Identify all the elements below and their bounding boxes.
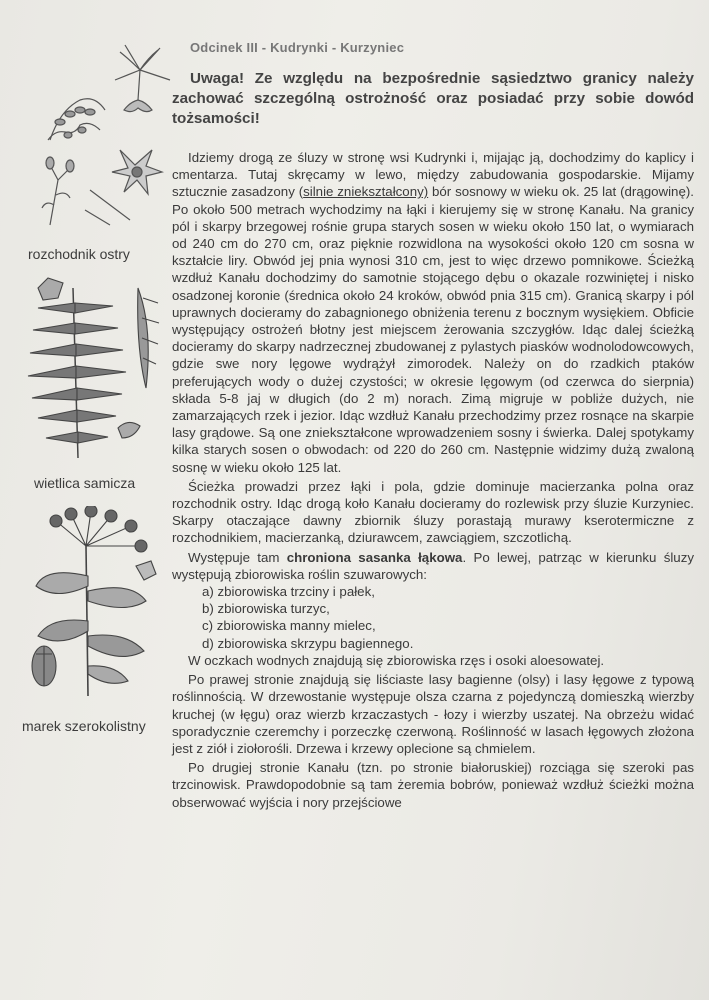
caption-rozchodnik-ostry: rozchodnik ostry <box>28 246 130 262</box>
caption-wietlica-samicza: wietlica samicza <box>34 475 136 491</box>
list-item: d) zbiorowiska skrzypu bagiennego. <box>202 635 414 651</box>
paragraph-meadows: Ścieżka prowadzi przez łąki i pola, gdzie dominuje macierzanka polna oraz rozchodnik ostry. Idąc drogą koło Kanału docieramy do rozlewisk przy śluzie Kurzyniec. Skarpy otaczające dawny zbiornik śluzy porastają murawy kserotermiczne z rozchodnikiem, macierzanką, dziurawcem, zawciągiem, szczotlichą. <box>172 478 694 546</box>
paragraph-1-part-a: Idziemy drogą ze śluzy w stronę wsi Kudrynki i, mijając ją, dochodzimy do kaplicy i cmentarza. Tutaj skręcamy w lewo, między zabudowania gospodarskie. Mijamy sztucznie zasadzony ( <box>172 150 694 200</box>
warning-notice <box>172 69 694 129</box>
caption-marek-szerokolistny: marek szerokolistny <box>22 718 146 734</box>
rozchodnik-ostry-illustration <box>20 40 180 230</box>
paragraph-ponds: W oczkach wodnych znajdują się zbiorowiska rzęs i osoki aloesowatej. <box>188 652 605 668</box>
paragraph-belarus-side: Po drugiej stronie Kanału (tzn. po stronie białoruskiej) rozciąga się szeroki pas trzcinowisk. Prawdopodobnie są tam żeremia bobrów, ponieważ wzdłuż ścieżki można obserwować wyjścia i nory przejściowe <box>172 760 694 810</box>
list-item: c) zbiorowiska manny mielec, <box>202 618 376 634</box>
paragraph-1-part-b: bór sosnowy w wieku ok. 25 lat (drągowinę). Po około 500 metrach wychodzimy na łąki i kierujemy się w stronę Kanału. Na granicy pól i skarpy brzegowej rośnie grupa starych sosen w wieku około 150 lat, o wymiarach od 240 cm do 270 cm, oraz pięknie rozwidlona na wysokości około 120 cm sosna w kształcie liry. Obwód jej pnia wynosi 310 cm, jest to więc drzewo pomnikowe. Ścieżką wzdłuż Kanału dochodzimy do samotnie stojącego dębu o okazale rozwiniętej i nisko osadzonej koronie (średnica około 24 kroków, obwód pnia 315 cm). Granicą skarpy i pól uprawnych docieramy do zabagnionego obniżenia terenu z bocznym wysiękiem. Obficie występujący ostrożeń błotny jest miejscem żerowania szczygłów. Idąc dalej ścieżką docieramy do skarpy nadrzecznej zbudowanej z pylastych piasków wodnolodowcowych, gdzie swe nory lęgowe wydrążył zimorodek. Należy on do rzadkich ptaków preferujących wody o dużej czystości; w okresie lęgowym (od czerwca do sierpnia) składa 5-8 jaj w długich (do 2 m) norach. Zimą migruje w pobliże dużych, nie zamarzających rzek i jezior. Idąc wzdłuż Kanału przechodzimy przez rosnące na skarpie lasy grądowe. Są one zniekształcone wprowadzeniem sosny i świerka. Dalej spotykamy kilka starych sosen o obwodach: od 220 do 260 cm. Następnie widzimy dużą zwaloną sosnę w wieku około 125 lat. <box>172 184 694 475</box>
paragraph-forests: Po prawej stronie znajdują się liściaste lasy bagienne (olsy) i lasy łęgowe z typową roślinnością. W drzewostanie występuje olsza czarna z pojedynczą domieszką wierzby kruchej (w łęgu) oraz wierzb krzaczastych - łozy i wierzby uszatej. Na obrzeżu widać sporadycznie czeremchy i porzeczkę czerwoną. Roślinność w lasach łęgowych złożona jest z ziół i ziołorośli. Drzewa i krzewy oplecione są chmielem. <box>172 672 694 756</box>
reed-communities-list <box>172 583 694 652</box>
paragraph-3-part-a: Występuje tam <box>188 549 287 565</box>
list-item: b) zbiorowiska turzyc, <box>202 601 330 617</box>
paragraph-protected-species <box>172 549 694 583</box>
section-title: Odcinek III - Kudrynki - Kurzyniec <box>190 40 405 55</box>
plant-illustrations-column <box>0 0 180 1000</box>
paragraph-route-description <box>172 149 694 476</box>
paragraph-3-bold: chroniona sasanka łąkowa <box>286 549 463 565</box>
main-text-column <box>172 40 694 811</box>
paragraph-3-part-c: . Po lewej, patrząc w kierunku śluzy występują zbiorowiska roślin szuwarowych: <box>172 549 694 582</box>
wietlica-samicza-illustration <box>18 268 178 468</box>
paragraph-1-underlined: silnie zniekształcony) <box>303 184 429 200</box>
list-item: a) zbiorowiska trzciny i pałek, <box>202 584 375 600</box>
marek-szerokolistny-illustration <box>16 506 178 706</box>
warning-text: Uwaga! Ze względu na bezpośrednie sąsiedztwo granicy należy zachować szczególną ostrożność oraz posiadać przy sobie dowód tożsamości! <box>172 70 694 127</box>
